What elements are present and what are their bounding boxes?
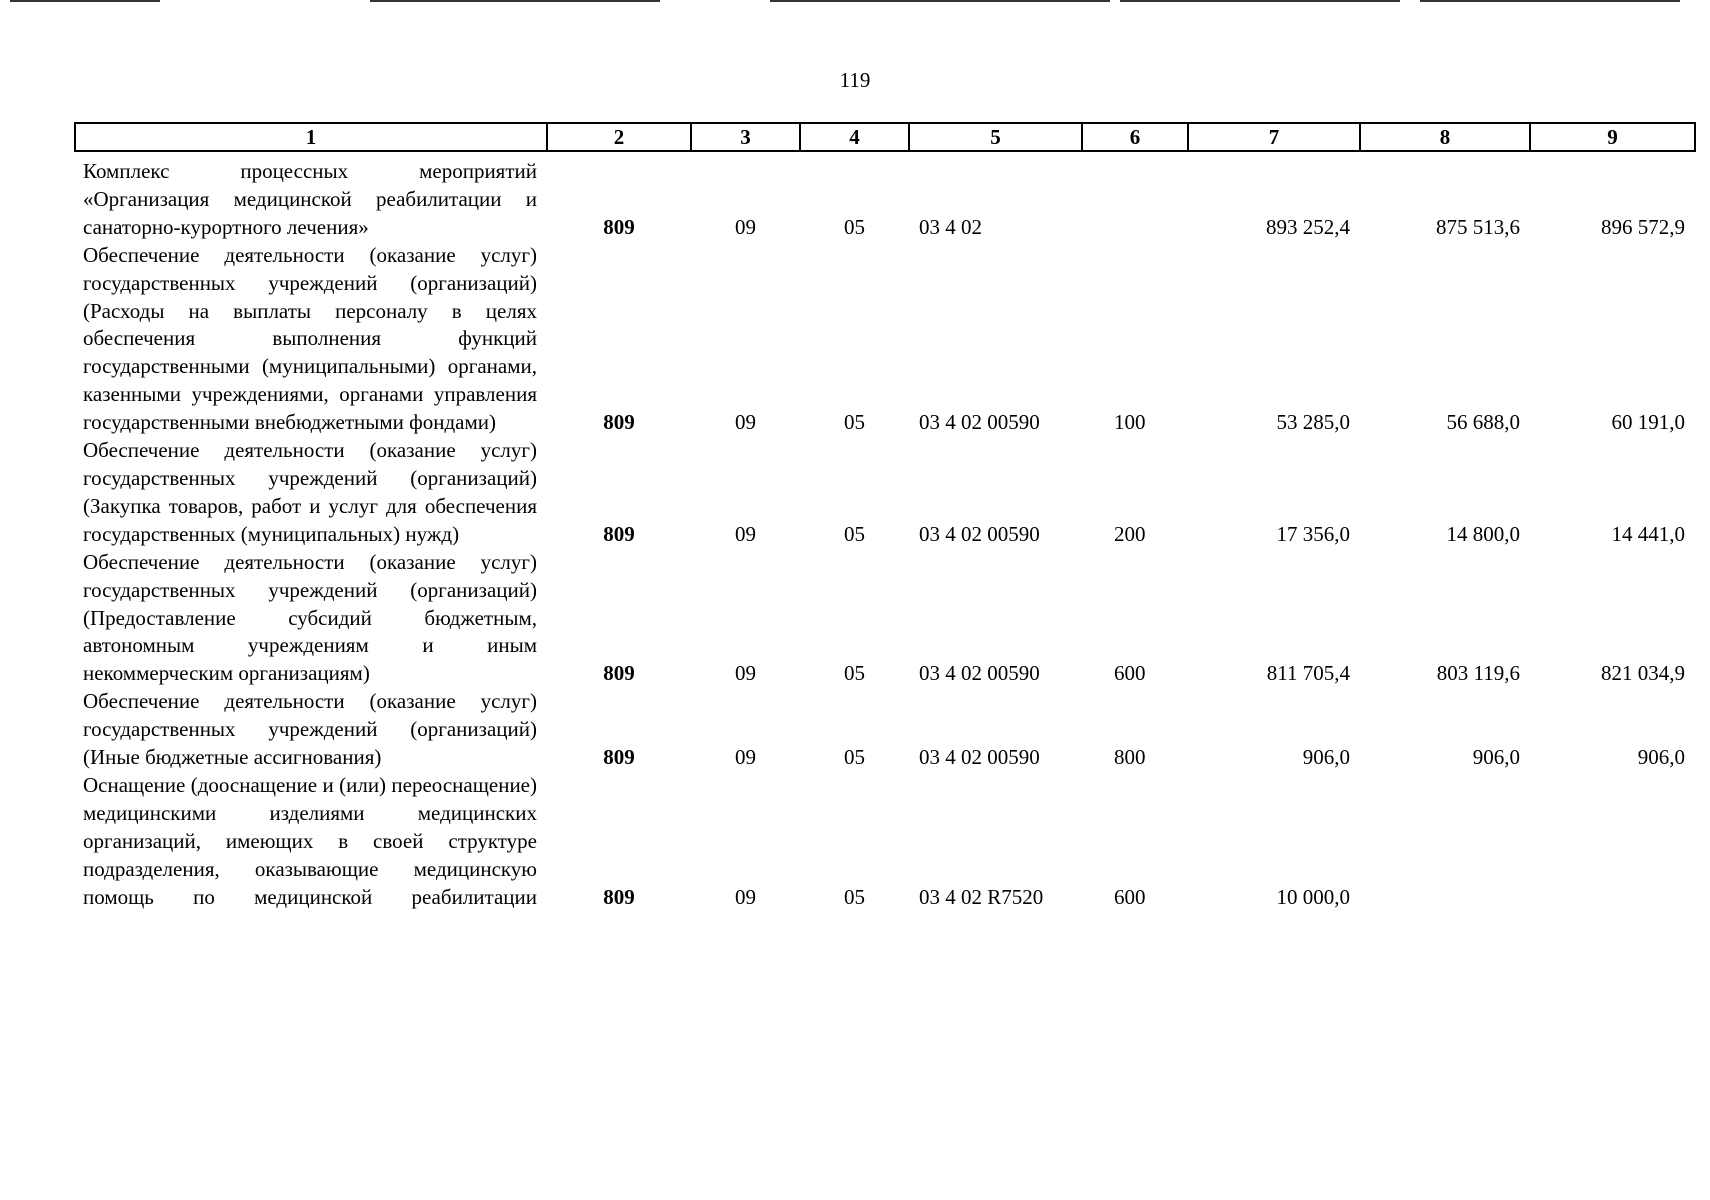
expense-type-code: 200 (1114, 521, 1146, 546)
amount-col9: 821 034,9 (1601, 661, 1685, 686)
scan-edge-line (370, 0, 660, 2)
table-row (75, 688, 1695, 772)
table-row (75, 772, 1695, 912)
row-description: Оснащение (дооснащение и (или) переоснащение) медицинскими изделиями медицинских организаций, имеющих в своей структуре подразделения, оказывающие медицинскую помощь по медицинской реабилитации (83, 772, 537, 909)
header-cell: 3 (691, 123, 800, 151)
amount-col7: 906,0 (1302, 745, 1350, 770)
section-code: 09 (735, 745, 756, 770)
scan-edge-line (1120, 0, 1400, 2)
section-code: 09 (735, 884, 756, 909)
amount-col8: 14 800,0 (1446, 521, 1520, 546)
ministry-code: 809 (603, 214, 635, 239)
header-cell: 5 (909, 123, 1082, 151)
target-article-code: 03 4 02 00590 (919, 410, 1040, 435)
amount-col8: 875 513,6 (1436, 214, 1520, 239)
expense-type-code: 600 (1114, 884, 1146, 909)
amount-col7: 893 252,4 (1266, 214, 1350, 239)
header-row (75, 123, 1695, 151)
row-description: Обеспечение деятельности (оказание услуг) государственных учреждений (организаций) (Закупка товаров, работ и услуг для обеспечения государственных (муниципальных) нужд) (83, 438, 537, 546)
amount-col8: 906,0 (1472, 745, 1520, 770)
amount-col9: 906,0 (1637, 745, 1685, 770)
table-row (75, 242, 1695, 437)
row-description: Обеспечение деятельности (оказание услуг) государственных учреждений (организаций) (Расходы на выплаты персоналу в целях обеспечения выполнения функций государственными (муниципальными) органами, казенными учреждениями, органами управления государственными внебюджетными фондами) (83, 242, 537, 435)
row-description: Комплекс процессных мероприятий «Организация медицинской реабилитации и санаторно-курортного лечения» (83, 159, 537, 239)
amount-col7: 17 356,0 (1276, 521, 1350, 546)
expense-type-code (1082, 151, 1188, 242)
ministry-code: 809 (603, 661, 635, 686)
header-cell: 4 (800, 123, 909, 151)
table-row (75, 151, 1695, 242)
amount-col8: 803 119,6 (1436, 661, 1520, 686)
expense-type-code: 800 (1114, 745, 1146, 770)
section-code: 09 (735, 410, 756, 435)
subsection-code: 05 (844, 521, 865, 546)
subsection-code: 05 (844, 884, 865, 909)
amount-col7: 811 705,4 (1266, 661, 1350, 686)
header-cell: 8 (1360, 123, 1530, 151)
expense-type-code: 600 (1114, 661, 1146, 686)
header-cell: 9 (1530, 123, 1695, 151)
expense-type-code: 100 (1114, 410, 1146, 435)
amount-col9: 60 191,0 (1611, 410, 1685, 435)
table-row (75, 549, 1695, 689)
amount-col9 (1530, 772, 1695, 912)
header-cell: 1 (75, 123, 547, 151)
section-code: 09 (735, 661, 756, 686)
amount-col7: 53 285,0 (1276, 410, 1350, 435)
subsection-code: 05 (844, 745, 865, 770)
ministry-code: 809 (603, 884, 635, 909)
subsection-code: 05 (844, 214, 865, 239)
header-cell: 7 (1188, 123, 1360, 151)
header-cell: 2 (547, 123, 691, 151)
row-description: Обеспечение деятельности (оказание услуг) государственных учреждений (организаций) (Иные бюджетные ассигнования) (83, 689, 537, 770)
table-row (75, 437, 1695, 549)
target-article-code: 03 4 02 (919, 214, 982, 239)
amount-col9: 896 572,9 (1601, 214, 1685, 239)
section-code: 09 (735, 521, 756, 546)
target-article-code: 03 4 02 00590 (919, 661, 1040, 686)
ministry-code: 809 (603, 745, 635, 770)
subsection-code: 05 (844, 410, 865, 435)
target-article-code: 03 4 02 R7520 (919, 884, 1044, 909)
ministry-code: 809 (603, 521, 635, 546)
target-article-code: 03 4 02 00590 (919, 745, 1040, 770)
row-description: Обеспечение деятельности (оказание услуг) государственных учреждений (организаций) (Предоставление субсидий бюджетным, автономным учреждениям и иным некоммерческим организациям) (83, 549, 537, 686)
ministry-code: 809 (603, 410, 635, 435)
scan-edge-line (1420, 0, 1680, 2)
scan-edge-line (770, 0, 1110, 2)
scan-edge-line (10, 0, 160, 2)
subsection-code: 05 (844, 661, 865, 686)
budget-table (74, 122, 1696, 911)
amount-col9: 14 441,0 (1611, 521, 1685, 546)
amount-col8 (1360, 772, 1530, 912)
page-number: 119 (839, 68, 871, 92)
amount-col8: 56 688,0 (1446, 410, 1520, 435)
section-code: 09 (735, 214, 756, 239)
header-cell: 6 (1082, 123, 1188, 151)
target-article-code: 03 4 02 00590 (919, 521, 1040, 546)
amount-col7: 10 000,0 (1276, 884, 1350, 909)
